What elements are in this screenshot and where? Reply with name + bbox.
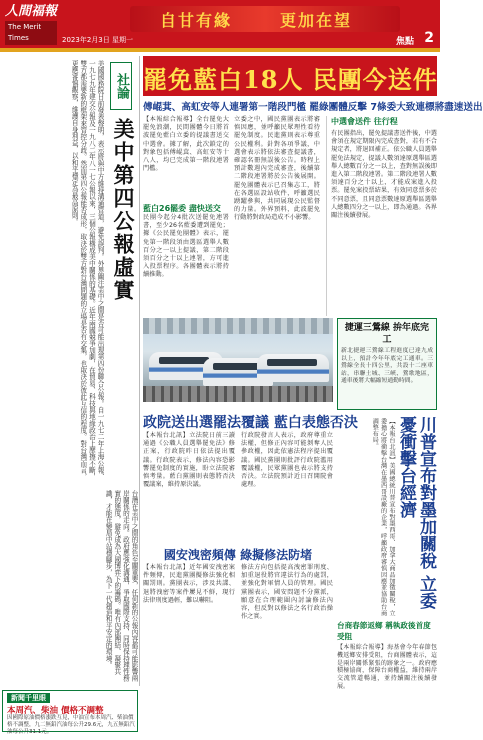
train-window <box>159 357 209 364</box>
holiday-banner <box>130 6 400 32</box>
vertical-story-headline[interactable]: 川普宣布對墨加關稅 立委憂衝擊台經濟 <box>396 416 436 609</box>
station-roof <box>143 318 333 334</box>
train-window <box>213 363 263 370</box>
editorial-title[interactable]: 美中第四公報虛實 <box>111 118 136 302</box>
issue-date: 2023年2月3日 星期一 <box>62 36 133 44</box>
main-headline[interactable]: 罷免藍白18人 民團今送件 <box>143 65 438 94</box>
banner-left-text: 自甘有緣 <box>160 11 233 30</box>
news-brief-text: 因國際原油價格漲跌互見，中油宣布本周汽、柴油價格不調整，九二無鉛汽油每公升29.6元，九五無鉛汽油每公升31.1元。 <box>7 715 135 735</box>
column-divider <box>139 56 140 686</box>
news-brief-box <box>2 690 138 735</box>
bottom-sidebar-title[interactable]: 台商春節返鄉 稱執政後首度受阻 <box>337 621 431 641</box>
third-story-headline[interactable]: 國安洩密頻傳 綠擬修法防堵 <box>163 548 313 562</box>
main-story-col1b: 民團今起分4批次送罷免連署書，至少26名藍委遭到罷免；據《公民罷免團體》表示，罷免第一階段須由選區選舉人數百分之一以上提議，第二階段須百分之十以上連署，方可進入投票程序。各團體表示將持續推動。 <box>143 214 229 279</box>
third-story-col1: 【本報台北訊】近年國安洩密案件頻傳，民進黨團擬修法強化相關罰則。黨團表示，涉及共諜、退將洩密等案件屢見不鮮，現行法律刑度過輕，難以嚇阻。 <box>143 564 235 604</box>
editorial-body: 美國國務院日前發表聲明，表示將與中方維持溝通管道，避免誤判。外界關注美中之間是否可能出現第四份聯合公報。自一九七二年上海公報、一九七九年建交公報及一九八二年八一七公報以來，三個公報構成美中關係的基礎。近年兩國競爭加劇，在貿易、科技與地緣政治上摩擦不斷，雙方都需要新的框架來管控分歧。然而第四公報能否成形，取決於雙方對台灣問題的立場是否有交集，也取決於彼此互信的程度。對台灣而言，更應審慎觀察，維護自身利益，以和平穩定為最高原則。 <box>70 60 104 480</box>
main-story-col2: 立委之中，國民黨團表示將審慎因應，並呼籲民眾理性看待罷免制度。民進黨則表示尊重公民權利。針對各項爭議，中選會表示將依法審查提議書，確認名冊無誤後公告。時程上預計數週內完成審查，後續第二階段連署將於公告後展開。罷免團體表示已召集志工，將在各選區設站收件，呼籲選民踴躍參與，共同展現公民監督的力量。外界預料，此波罷免行動將對政局造成不小影響。 <box>234 116 320 222</box>
masthead-stripe <box>0 48 440 52</box>
logo-english: The Merit Times <box>5 21 57 45</box>
editorial-label: 社論 <box>110 62 132 110</box>
vertical-story-text: 【本報台北訊】美國總統川普宣布對墨西哥、加拿大商品加徵關稅，立委擔心將衝擊台灣在墨西哥設廠的企業，呼籲政府審慎因應並協助台商調整布局。 <box>371 418 395 616</box>
bottom-sidebar-text: 【本報綜合報導】海基會今年春節包機返鄉安排受阻，台商團體表示，這是兩岸關係緊張的跡象之一。政府應積極協商，保障台商權益，維持兩岸交流管道暢通，並持續關注後續發展。 <box>337 644 437 690</box>
train-car <box>257 354 329 382</box>
main-story-col1: 【本報綜合報導】全台罷免大罷免浪潮，民間團體今日將首波罷免藍白立委的提議書送交中選會。據了解，此次鎖定的對象包括傅崐萁、高虹安等十八人，均已完成第一階段連署門檻。 <box>143 116 229 173</box>
news-brief-tag: 新聞千里眼 <box>7 693 50 703</box>
third-story-col2: 修法方向包括提高洩密罪刑度、加重退役將官違法行為的處罰，並強化對軍情人員的管理。國民黨團表示，國安問題不分黨派，願意在合理範圍內討論修法內容，但反對以修法之名行政治操作之實。 <box>241 564 333 621</box>
second-story-col2: 行政院發言人表示，政府尊重立法權，但修正內容可能剝奪人民參政權，因此依憲法程序提出覆議。國民黨團則批評行政院濫用覆議權，民眾黨團也表示將支持否決。立法院預計近日召開院會處理。 <box>241 432 333 489</box>
sidebar-divider <box>326 116 327 316</box>
train-window <box>267 359 317 366</box>
metro-train-photo <box>143 318 333 402</box>
banner-right-text: 更加在望 <box>280 11 353 30</box>
photo-caption-text: 新北捷運三鶯線工程進度已達九成以上，預計今年年底完工通車。三鶯線全長十四公里，共設十二座車站，串聯土城、三峽、鶯歌地區，通車後將大幅縮短通勤時間。 <box>341 348 433 385</box>
section-name: 焦點 <box>395 37 414 47</box>
editorial-column <box>2 56 138 686</box>
main-headline-box <box>143 56 437 96</box>
second-story-col1: 【本報台北訊】立法院日前三讀通過《公職人員選舉罷免法》修正案，行政院昨日依法提出覆議。行政院表示，修法內容恐影響罷免制度的實施，盼立法院審慎考量。藍白黨團則表態將否決覆議案，維持原決議。 <box>143 432 235 489</box>
main-sidebar-text: 有民團指出，罷免提議書送件後，中選會須在規定期限內完成查對，若有不合規定者，將退回補正。依公職人員選舉罷免法規定，提議人數須達原選舉區選舉人總數百分之一以上，查對無誤後即進入第二階段連署。第二階段連署人數須達百分之十以上，才能成案進入投票。罷免案投票結果，有效同意票多於不同意票，且同意票數達原選舉區選舉人總數四分之一以上，即為通過。各界關注後續發展。 <box>331 130 437 220</box>
main-story-subheading: 藍白26罷委 盡快送交 <box>143 204 221 213</box>
page-number: 2 <box>424 30 434 46</box>
logo-chinese: 人間福報 <box>5 4 58 19</box>
second-story-headline[interactable]: 政院送出選罷法覆議 藍白表態否決 <box>143 415 358 431</box>
main-subhead: 傅崐萁、高虹安等人連署第一階段門檻 罷綠團體反擊 7條委大致連標將盡速送出 <box>143 102 483 113</box>
photo-caption-title[interactable]: 捷運三鶯線 拚年底完工 <box>344 323 430 345</box>
newspaper-logo[interactable] <box>5 3 57 43</box>
main-sidebar <box>331 116 437 326</box>
rail-track <box>143 386 333 402</box>
masthead <box>0 0 440 48</box>
bottom-sidebar <box>337 620 437 732</box>
main-sidebar-title[interactable]: 中選會送件 往行程 <box>331 117 398 126</box>
photo-caption-box <box>337 318 437 410</box>
editorial-body-continued: 台灣在美中之間的角色至關重要，任何新的公報內容都可能影響兩岸關係的走向。政府應強化溝通，爭取國際支持，同時保持理性務實的態度，避免成為大國博弈下的籌碼。唯有內部團結、凝聚共識，才能在變局中站穩腳步，為下一代創造和平安定的環境。 <box>104 490 138 682</box>
news-brief-headline[interactable]: 本周汽、柴油 價格不調整 <box>7 706 104 716</box>
